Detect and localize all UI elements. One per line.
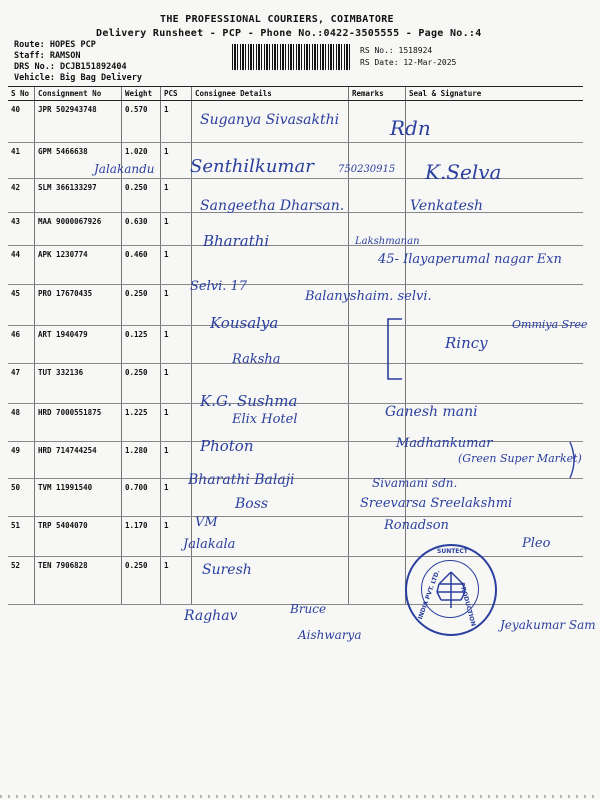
cell-sno: 43 [8,213,35,246]
cell-sno: 41 [8,143,35,179]
seal-left-text: INDIA PVT. LTD. [417,569,442,621]
cell-weight: 0.250 [122,285,161,326]
cell-sno: 50 [8,479,35,517]
table-row [8,213,583,246]
cell-weight: 1.020 [122,143,161,179]
company-title: THE PROFESSIONAL COURIERS, COIMBATORE [160,14,394,25]
hw-r44-consignee-2: Balanyshaim. selvi. [305,289,432,304]
cell-consignment: HRD 7000551875 [35,404,122,442]
hw-r48-consignee: Photon [200,437,254,455]
cell-consignment: JPR 502943748 [35,101,122,143]
cell-pcs: 1 [161,213,192,246]
hw-r50-consignee-2: VM [195,515,218,530]
cell-signature [406,101,584,143]
cell-remarks [349,557,406,605]
cell-pcs: 1 [161,143,192,179]
hw-r51-signature: Pleo [522,536,551,551]
cell-consignment: TVM 11991540 [35,479,122,517]
hw-r52-consignee-2: Bruce [290,602,327,616]
cell-pcs: 1 [161,364,192,404]
cell-sno: 45 [8,285,35,326]
vehicle-label: Vehicle: Big Bag Delivery [14,73,142,83]
hw-r42-signature: Venkatesh [410,198,484,214]
hw-r45-signature: Rincy [445,334,488,352]
barcode [232,44,352,70]
hw-r50-signature: Sreevarsa Sreelakshmi [360,496,513,511]
hw-r49-consignee: Bharathi Balaji [188,472,295,488]
cell-pcs: 1 [161,517,192,557]
cell-consignment: GPM 5466638 [35,143,122,179]
hw-r43-signature: 45- Ilayaperumal nagar Exn [378,252,562,267]
cell-remarks [349,179,406,213]
col-header-weight: Weight [122,87,161,101]
hw-r51-consignee-2: Suresh [202,562,252,578]
hw-r52-consignee-3: Aishwarya [298,628,362,642]
hw-r52-consignee: Raghav [184,608,238,624]
hw-r43-remarks: Lakshmanan [355,236,420,247]
cell-weight: 1.170 [122,517,161,557]
cell-weight: 0.250 [122,364,161,404]
hw-r47-consignee-2: Elix Hotel [232,412,298,427]
cell-weight: 0.570 [122,101,161,143]
cell-sno: 46 [8,326,35,364]
cell-pcs: 1 [161,101,192,143]
runsheet-subtitle: Delivery Runsheet - PCP - Phone No.:0422-3505555 - Page No.:4 [96,28,482,39]
drs-number: DRS No.: DCJB151892404 [14,62,127,72]
hw-r40-signature: Rdn [390,116,431,140]
cell-sno: 44 [8,246,35,285]
cell-sno: 40 [8,101,35,143]
cell-pcs: 1 [161,285,192,326]
hw-r47-consignee: K.G. Sushma [200,392,298,410]
col-header-sno: S No [8,87,35,101]
hw-r41-consignee: Senthilkumar [190,156,314,177]
hw-r49-signature: Sivamani sdn. [372,476,458,490]
hw-r46-consignee: Raksha [232,352,281,367]
cell-consignment: APK 1230774 [35,246,122,285]
hw-r44-consignee: Selvi. 17 [190,279,248,294]
cell-consignment: TUT 332136 [35,364,122,404]
cell-weight: 0.630 [122,213,161,246]
cell-pcs: 1 [161,557,192,605]
cell-signature [406,326,584,364]
cell-weight: 0.250 [122,179,161,213]
table-row [8,517,583,557]
hw-r40-consignee: Suganya Sivasakthi [200,112,340,128]
route-label: Route: HOPES PCP [14,40,96,50]
hw-r41-remarks: 750230915 [338,164,396,175]
cell-pcs: 1 [161,179,192,213]
col-header-consignment: Consignment No [35,87,122,101]
hw-r41-consignee-2: Jalakandu [94,162,155,176]
cell-signature [406,364,584,404]
col-header-remarks: Remarks [349,87,406,101]
cell-weight: 0.460 [122,246,161,285]
table-row [8,326,583,364]
rs-date: RS Date: 12-Mar-2025 [360,58,457,67]
cell-consignment: SLM 366133297 [35,179,122,213]
cell-sno: 49 [8,442,35,479]
hw-r50-signature-2: Ronadson [384,518,449,533]
cell-sno: 47 [8,364,35,404]
cell-consignment: PRO 17670435 [35,285,122,326]
cell-consignment: TEN 7906828 [35,557,122,605]
cell-sno: 42 [8,179,35,213]
hw-r47-signature: Ganesh mani [385,404,478,420]
hw-r48-signature: Madhankumar [396,436,493,451]
hw-r41-signature: K.Selva [425,160,502,184]
cell-pcs: 1 [161,246,192,285]
cell-pcs: 1 [161,326,192,364]
col-header-signature: Seal & Signature [406,87,584,101]
cell-pcs: 1 [161,404,192,442]
cell-weight: 1.225 [122,404,161,442]
cell-sno: 51 [8,517,35,557]
table-header-row [8,87,583,101]
page-bottom-edge [0,795,600,798]
hw-r48-signature-2: (Green Super Market) [458,452,582,465]
cell-consignment: TRP 5404070 [35,517,122,557]
bracket-mark [380,315,410,385]
col-header-consignee: Consignee Details [192,87,349,101]
hw-r45-consignee: Kousalya [210,314,279,332]
hw-r45-signature-2: Ommiya Sree [512,318,588,331]
cell-weight: 1.280 [122,442,161,479]
cell-pcs: 1 [161,479,192,517]
hw-r52-signature: Jeyakumar Sam [500,618,596,632]
company-seal [405,544,497,636]
cell-sno: 48 [8,404,35,442]
rs-number: RS No.: 1518924 [360,46,433,55]
col-header-pcs: PCS [161,87,192,101]
paren-mark [568,440,580,480]
seal-right-text: PRODUCTION [458,582,477,628]
cell-weight: 0.700 [122,479,161,517]
cell-weight: 0.250 [122,557,161,605]
staff-label: Staff: RAMSON [14,51,81,61]
cell-pcs: 1 [161,442,192,479]
table-row [8,557,583,605]
cell-consignment: ART 1940479 [35,326,122,364]
hw-r43-consignee: Bharathi [203,232,270,250]
hw-r51-consignee: Jalakala [183,537,236,552]
cell-consignment: HRD 714744254 [35,442,122,479]
cell-consignment: MAA 9000067926 [35,213,122,246]
table-row [8,285,583,326]
cell-sno: 52 [8,557,35,605]
hw-r50-consignee: Boss [235,496,269,512]
cell-signature [406,213,584,246]
cell-weight: 0.125 [122,326,161,364]
hw-r42-consignee: Sangeetha Dharsan. [200,198,345,214]
seal-top-text: SUNTECT [437,548,468,555]
